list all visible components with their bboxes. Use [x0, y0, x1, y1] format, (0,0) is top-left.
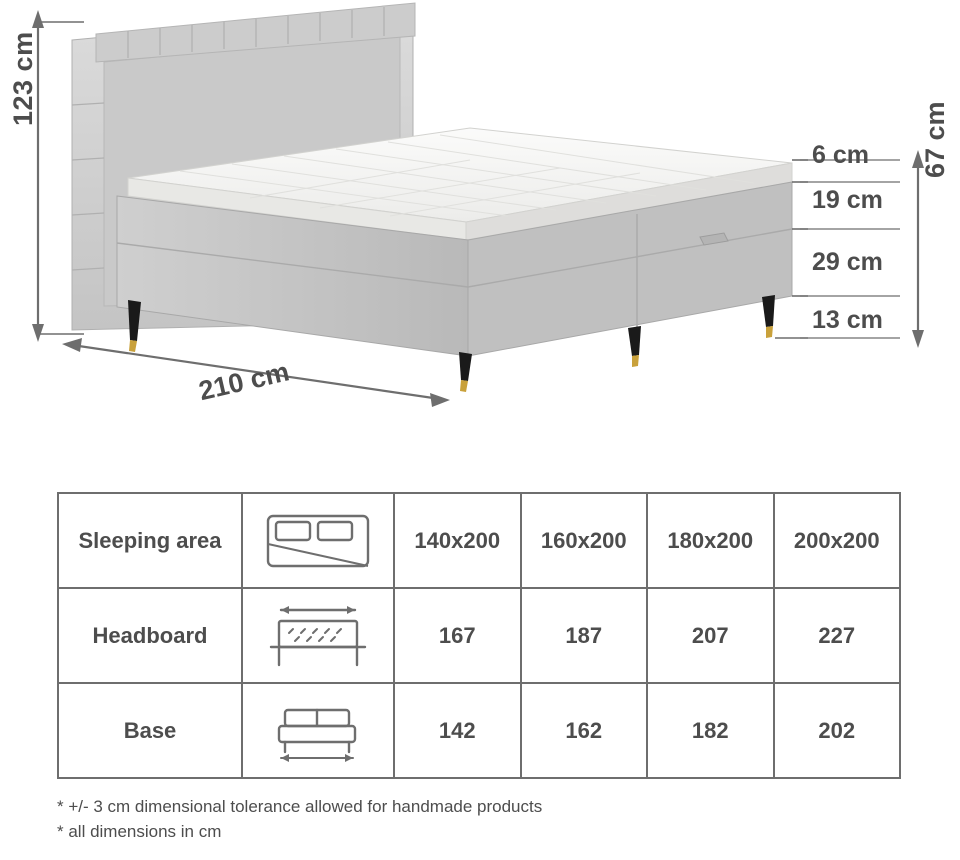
- dimension-67: [912, 150, 924, 348]
- dimension-label-length: 210 cm: [196, 356, 292, 407]
- headboard-227: 227: [774, 588, 901, 683]
- dimension-label-mattress: 19 cm: [812, 186, 883, 214]
- bed-base-width-icon-cell: [242, 683, 394, 778]
- bed-base-width-icon: [243, 684, 393, 777]
- sleeping-area-160: 160x200: [521, 493, 648, 588]
- headboard-width-icon-cell: [242, 588, 394, 683]
- row-label-headboard: Headboard: [58, 588, 242, 683]
- bed-top-view-icon: [243, 494, 393, 587]
- sleeping-area-200: 200x200: [774, 493, 901, 588]
- dimensions-table: [57, 492, 887, 779]
- sleeping-area-140: 140x200: [394, 493, 521, 588]
- row-label-base: Base: [58, 683, 242, 778]
- sleeping-area-180: 180x200: [647, 493, 774, 588]
- base-162: 162: [521, 683, 648, 778]
- footnote-tolerance: * +/- 3 cm dimensional tolerance allowed for handmade products: [57, 797, 543, 816]
- footnotes: [57, 795, 542, 844]
- headboard-width-icon: [243, 589, 393, 682]
- footnote-units: * all dimensions in cm: [57, 821, 222, 841]
- headboard-167: 167: [394, 588, 521, 683]
- table-row: [58, 493, 900, 588]
- dimension-label-total-height: 123 cm: [8, 31, 38, 126]
- dimension-label-box: 29 cm: [812, 248, 883, 276]
- base-202: 202: [774, 683, 901, 778]
- headboard-187: 187: [521, 588, 648, 683]
- dimension-label-topper: 6 cm: [812, 141, 869, 169]
- bed-top-view-icon-cell: [242, 493, 394, 588]
- dimension-label-legs: 13 cm: [812, 306, 883, 334]
- dimension-label-base-height: 67 cm: [920, 101, 950, 178]
- headboard-207: 207: [647, 588, 774, 683]
- table-row: [58, 588, 900, 683]
- base-182: 182: [647, 683, 774, 778]
- base-142: 142: [394, 683, 521, 778]
- row-label-sleeping-area: Sleeping area: [58, 493, 242, 588]
- table-row: [58, 683, 900, 778]
